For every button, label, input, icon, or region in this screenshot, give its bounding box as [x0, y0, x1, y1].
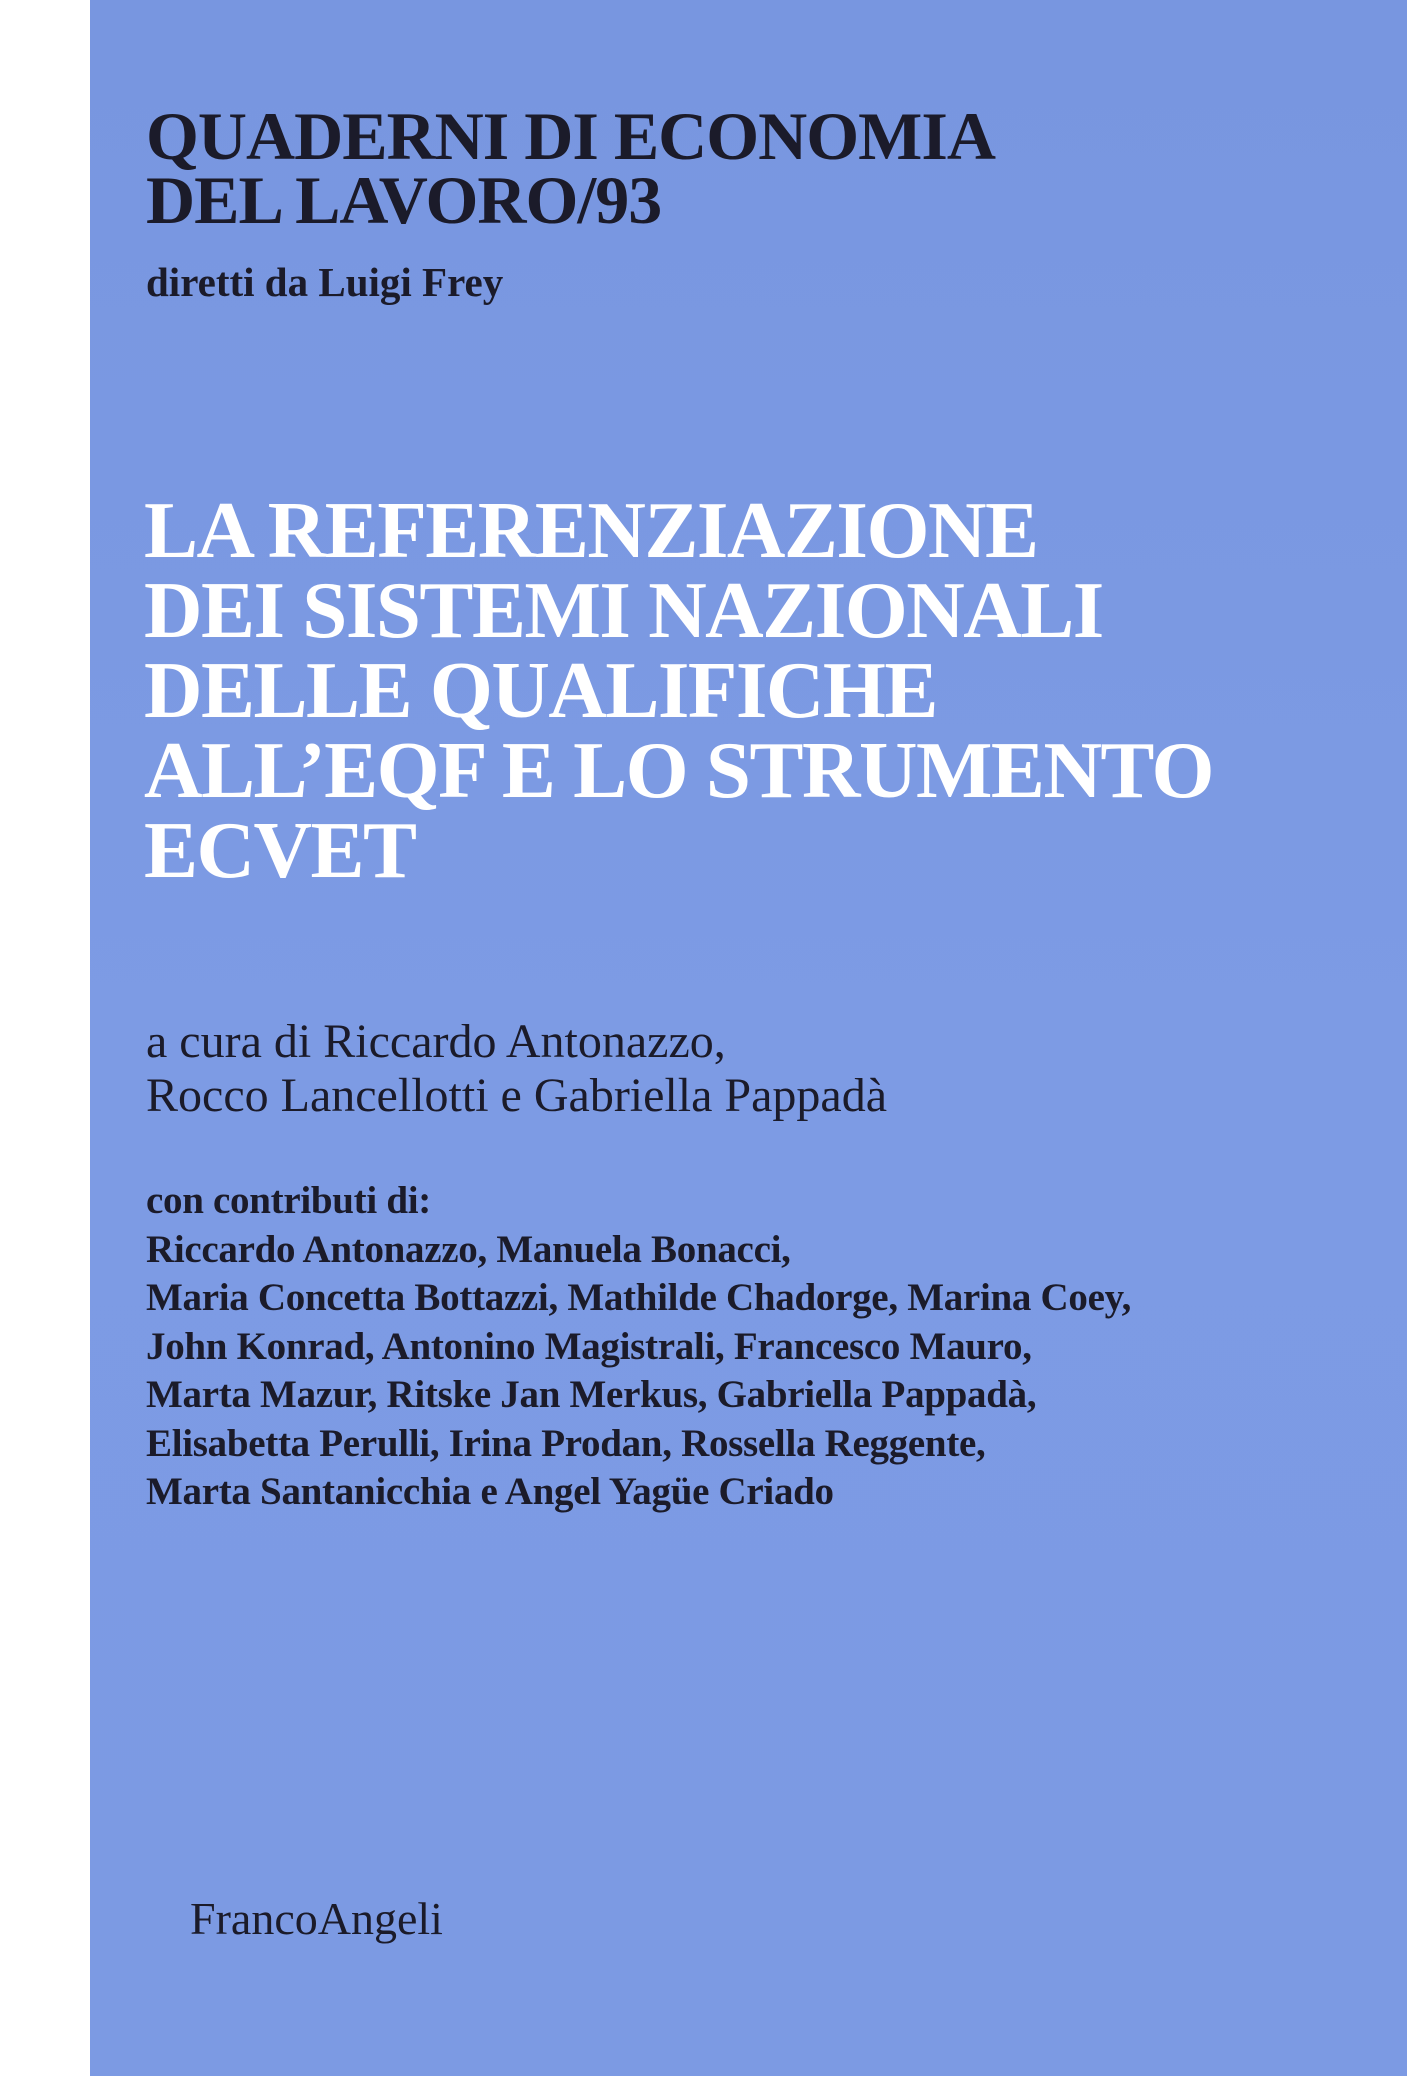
contributors: [146, 1177, 1131, 1517]
book-title-line: ALL’EQF E LO STRUMENTO: [144, 725, 1214, 815]
publisher-logo: FrancoAngeli: [190, 1893, 443, 1944]
contributors-line: John Konrad, Antonino Magistrali, Francesco Mauro,: [146, 1324, 1032, 1368]
series-title-line: DEL LAVORO/93: [146, 162, 662, 238]
book-title-line: ECVET: [144, 805, 416, 895]
contributors-line: Maria Concetta Bottazzi, Mathilde Chadorge, Marina Coey,: [146, 1276, 1132, 1319]
contributors-line: Marta Santanicchia e Angel Yagüe Criado: [146, 1470, 834, 1513]
series-editor: diretti da Luigi Frey: [146, 259, 504, 305]
book-cover: [90, 0, 1407, 2076]
series-title: [146, 98, 995, 238]
curators: [146, 1015, 887, 1123]
contributors-line: Riccardo Antonazzo, Manuela Bonacci,: [146, 1227, 791, 1271]
book-title-line: LA REFERENZIAZIONE: [144, 485, 1038, 575]
book-title: [144, 485, 1214, 895]
curators-line: a cura di Riccardo Antonazzo,: [146, 1015, 726, 1068]
book-title-line: DELLE QUALIFICHE: [144, 645, 937, 735]
series-title-line: QUADERNI DI ECONOMIA: [146, 98, 995, 174]
curators-line: Rocco Lancellotti e Gabriella Pappadà: [146, 1069, 888, 1122]
book-title-line: DEI SISTEMI NAZIONALI: [144, 565, 1103, 655]
contributors-heading: con contributi di:: [146, 1179, 431, 1222]
contributors-line: Marta Mazur, Ritske Jan Merkus, Gabriella Pappadà,: [146, 1373, 1037, 1416]
contributors-line: Elisabetta Perulli, Irina Prodan, Rossella Reggente,: [146, 1421, 986, 1465]
